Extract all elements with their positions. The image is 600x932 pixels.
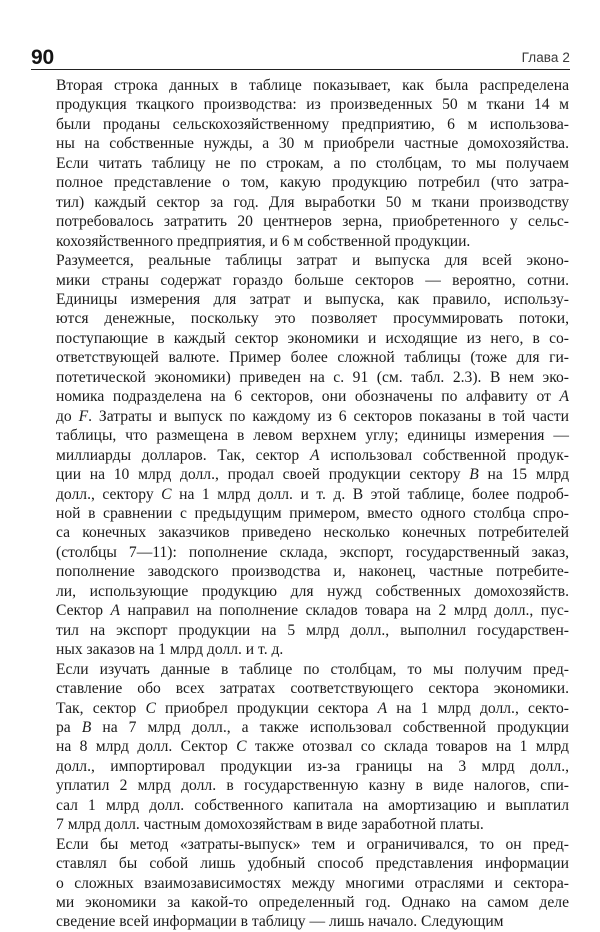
text-line: тил) каждый сектор за год. Для выработки 50 м ткани производству (56, 193, 569, 211)
text-line: (столбцы 7—11): пополнение склада, экспорт, государственный заказ, (56, 543, 569, 561)
text-line: Если изучать данные в таблице по столбцам, то мы получим пред- (56, 660, 569, 678)
text-line: ра B на 7 млрд долл., а также использовал собственной продукции (56, 718, 570, 736)
text-line: кохозяйственного предприятия, и 6 м собственной продукции. (56, 232, 471, 250)
text-line: долл., сектору C на 1 млрд долл. и т. д. В этой таблице, более подроб- (56, 485, 569, 503)
text-line: тил на экспорт продукции на 5 млрд долл., выполнил государствен- (56, 621, 569, 639)
text-line: о сложных взаимозависимостях между многими отраслями и сектора- (56, 874, 569, 892)
text-line: уплатил 2 млрд долл. в государственную казну в виде налогов, спи- (56, 777, 569, 795)
text-line: до F. Затраты и выпуск по каждому из 6 секторов показаны в той части (56, 407, 569, 425)
text-line: Если бы метод «затраты-выпуск» тем и ограничивался, то он пред- (56, 835, 569, 853)
text-line: ответствующей валюте. Пример более сложной таблицы (тоже для ги- (56, 349, 569, 367)
text-line: ставление обо всех затратах соответствующего сектора экономики. (56, 680, 569, 698)
chapter-label: Глава 2 (521, 50, 570, 65)
text-line: продукция ткацкого производства: из произведенных 50 м ткани 14 м (56, 96, 569, 114)
text-line: сведение всей информации в таблицу — лишь начало. Следующим (56, 913, 504, 931)
text-line: 7 млрд долл. частным домохозяйствам в виде заработной платы. (56, 816, 484, 834)
text-line: Единицы измерения для затрат и выпуска, как правило, использу- (56, 290, 569, 308)
text-line: Если читать таблицу не по строкам, а по столбцам, то мы получаем (56, 154, 569, 172)
text-line: мики страны содержат гораздо больше секторов — вероятно, сотни. (56, 271, 569, 289)
page-number: 90 (31, 46, 54, 69)
body-text-column (33, 76, 569, 932)
text-line: сал 1 млрд долл. собственного капитала на амортизацию и выплатил (56, 796, 569, 814)
text-line: долл., импортировал продукции из-за границы на 3 млрд долл., (56, 757, 569, 775)
text-line: ции на 10 млрд долл., продал своей продукции сектору B на 15 млрд (56, 466, 570, 484)
text-line: были проданы сельскохозяйственному предприятию, 6 м использова- (56, 115, 569, 133)
text-line: Сектор A направил на пополнение складов товара на 2 млрд долл., пус- (56, 602, 569, 620)
text-line: ны на собственные нужды, а 30 м приобрели частные домохозяйства. (56, 135, 569, 153)
text-line: номика подразделена на 6 секторов, они обозначены по алфавиту от A (56, 388, 569, 406)
paragraph (33, 660, 569, 835)
text-line: ставлял бы собой лишь удобный способ представления информации (56, 855, 569, 873)
text-line: пополнение заводского производства и, наконец, частные потребите- (56, 563, 569, 581)
text-line: са конечных заказчиков приведено несколько конечных потребителей (56, 524, 569, 542)
text-line: Вторая строка данных в таблице показывает, как была распределена (56, 77, 569, 94)
text-line: таблицы, что размещена в левом верхнем углу; единицы измерения — (56, 427, 569, 445)
text-line: ных заказов на 1 млрд долл. и т. д. (56, 641, 284, 659)
paragraph (33, 251, 569, 660)
text-line: Так, сектор C приобрел продукции сектора A на 1 млрд долл., секто- (56, 699, 569, 717)
running-head (31, 42, 570, 70)
text-line: ми экономики за какой-то определенный год. Однако на самом деле (56, 894, 569, 912)
text-line: потетической экономики) приведен на с. 91 (см. табл. 2.3). В нем эко- (56, 368, 569, 386)
text-line: ются денежные, поскольку это позволяет просуммировать потоки, (56, 310, 569, 328)
text-line: на 8 млрд долл. Сектор C также отозвал со склада товаров на 1 млрд (56, 738, 569, 756)
paragraph (33, 76, 569, 251)
text-line: ной в сравнении с предыдущим примером, вместо одного столбца спро- (56, 504, 569, 522)
text-line: полное представление о том, какую продукцию потребил (что затра- (56, 174, 569, 192)
text-line: поступающие в каждый сектор экономики и исходящие из него, в со- (56, 329, 569, 347)
text-line: миллиарды долларов. Так, сектор A использовал собственной продук- (56, 446, 569, 464)
text-line: потребовалось затратить 20 центнеров зерна, приобретенного у сельс- (56, 213, 569, 231)
text-line: Разумеется, реальные таблицы затрат и выпуска для всей эконо- (56, 252, 569, 270)
text-line: ли, использующие продукцию для нужд собственных домохозяйств. (56, 582, 569, 600)
paragraph (33, 835, 569, 932)
